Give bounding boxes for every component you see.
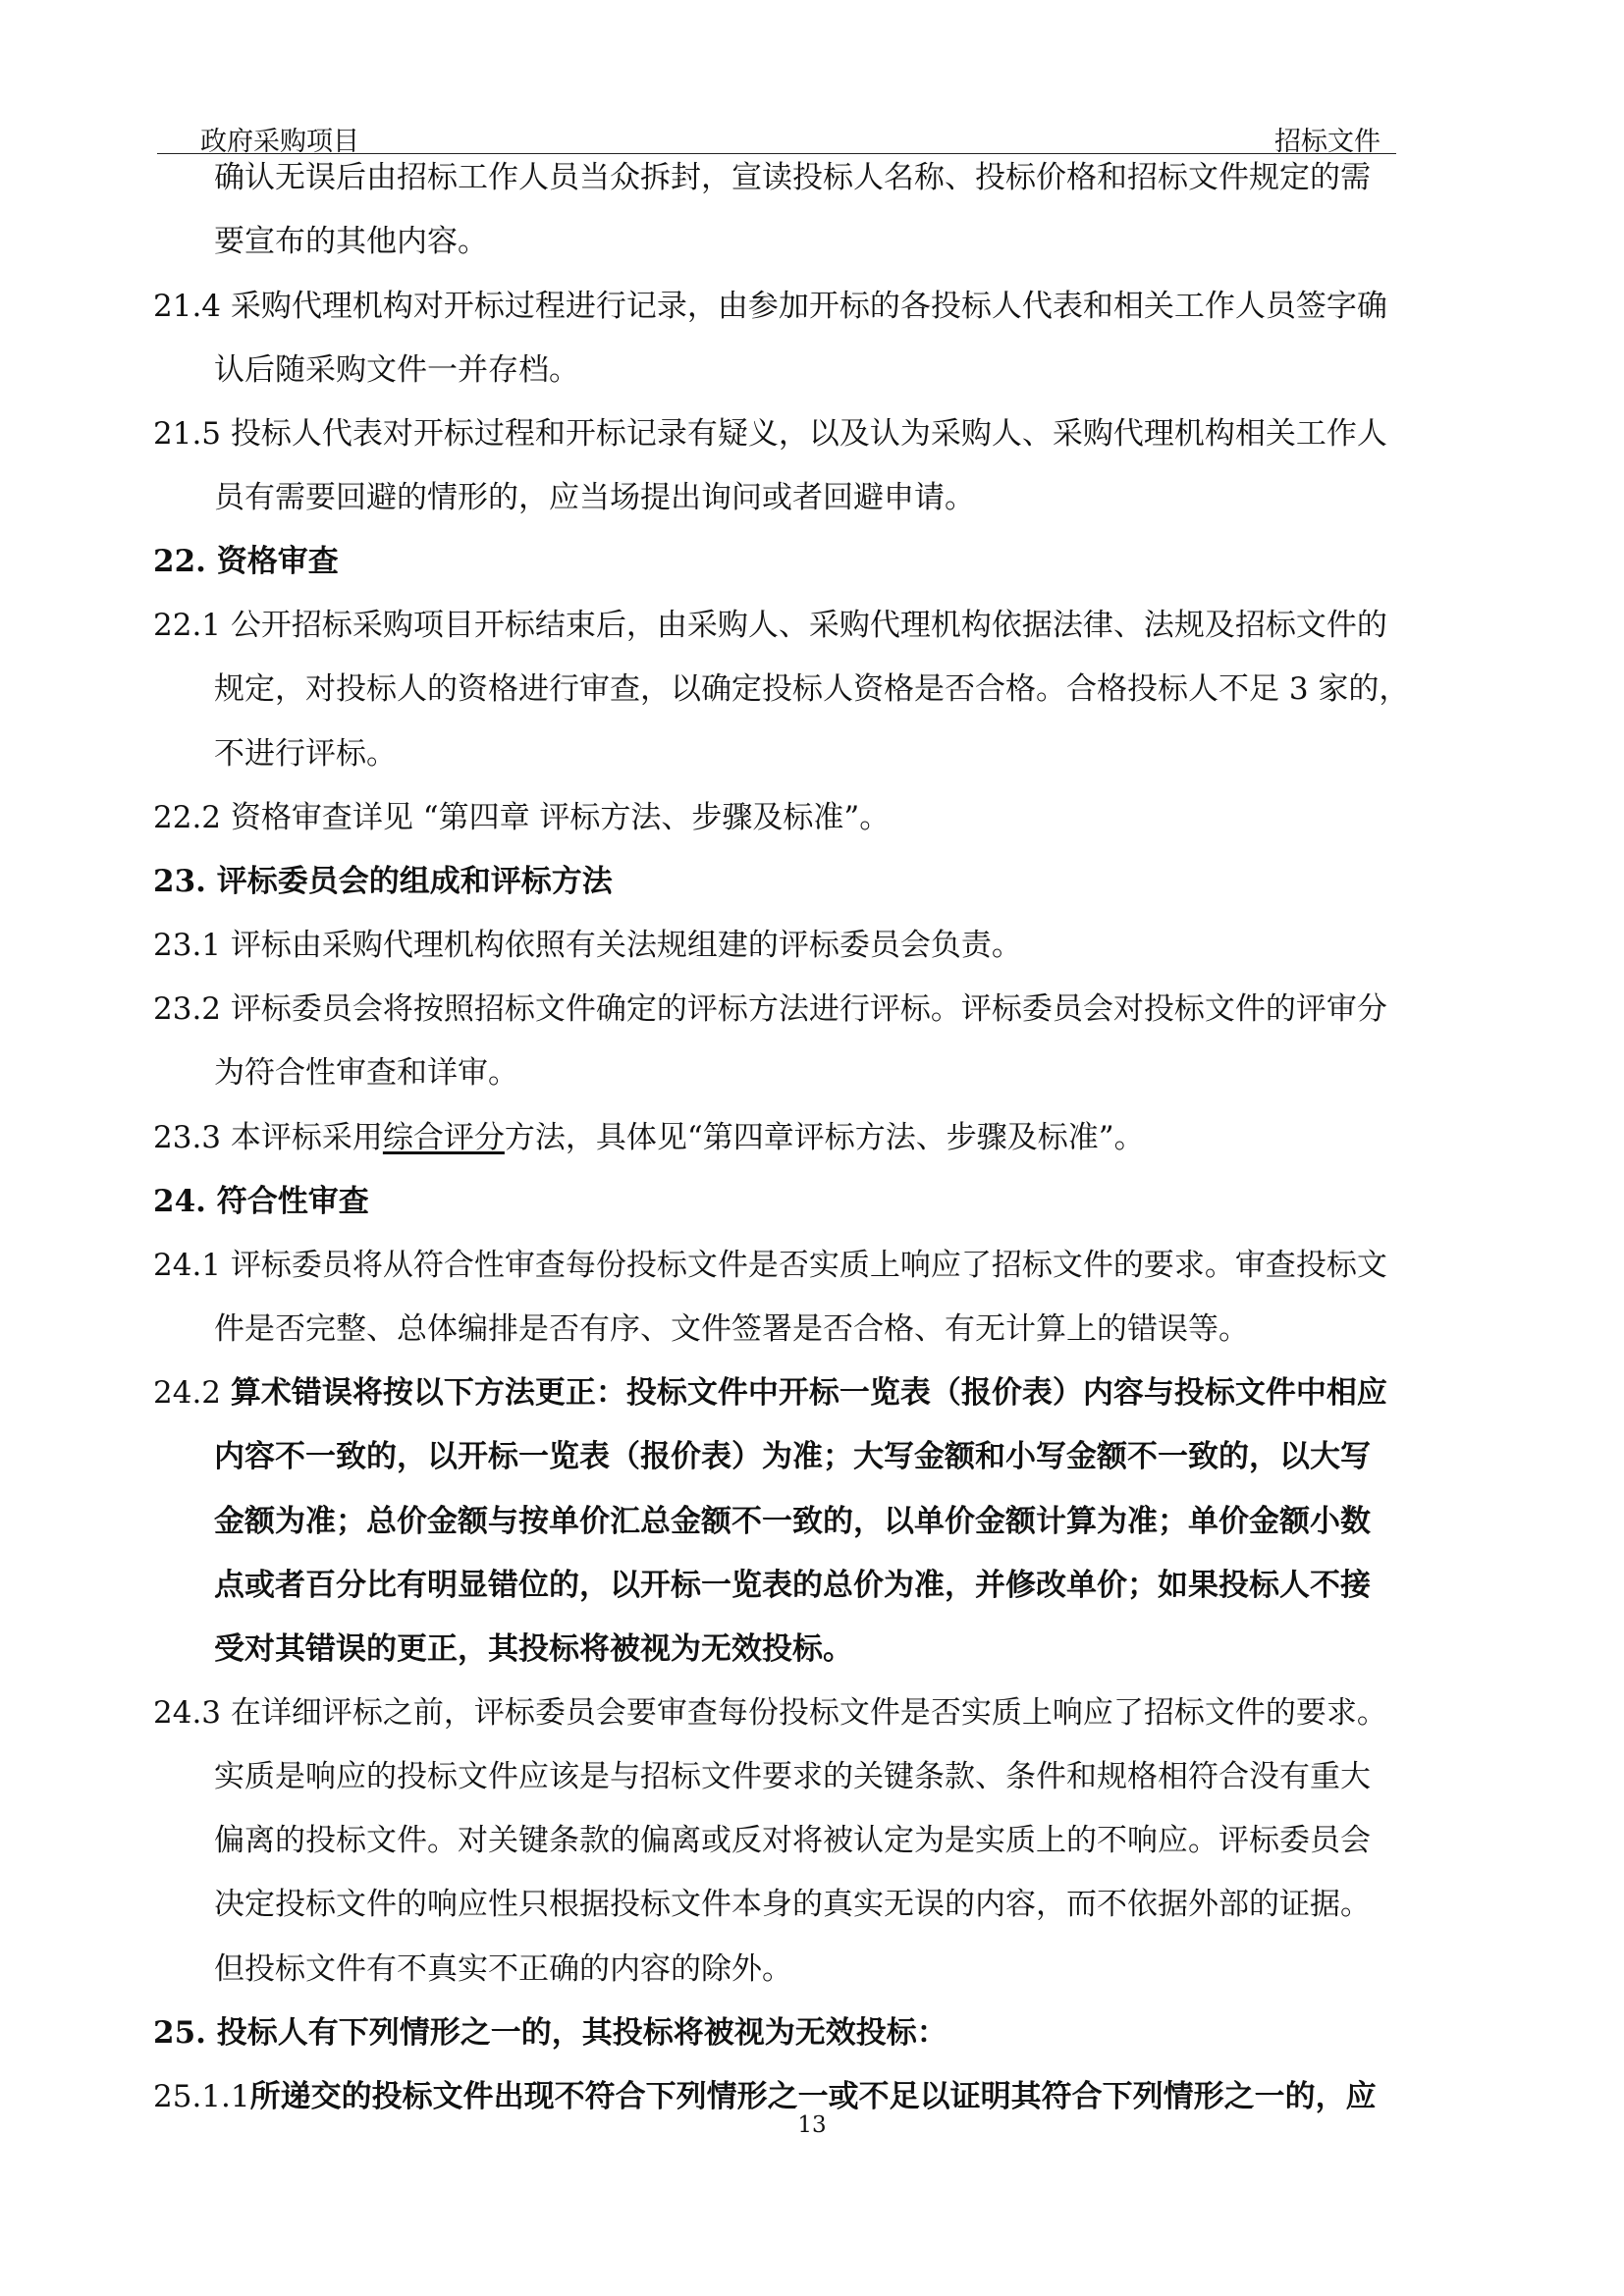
paragraph-line: 确认无误后由招标工作人员当众拆封，宣读投标人名称、投标价格和招标文件规定的需 — [214, 160, 1371, 195]
clause-24-3: 24.3 在详细评标之前，评标委员会要审查每份投标文件是否实质上响应了招标文件的要求。 — [153, 1695, 1387, 1731]
clause-25-1-1-number: 25.1.1 — [153, 2079, 250, 2114]
clause-24-2-text: 算术错误将按以下方法更正：投标文件中开标一览表（报价表）内容与投标文件中相应 — [230, 1375, 1387, 1411]
paragraph-line: 不进行评标。 — [214, 736, 397, 772]
clause-24-2-number: 24.2 — [153, 1375, 231, 1411]
paragraph-line: 认后随采购文件一并存档。 — [214, 352, 579, 388]
page-number: 13 — [797, 2112, 827, 2138]
clause-21-5: 21.5 投标人代表对开标过程和开标记录有疑义，以及认为采购人、采购代理机构相关工作人 — [153, 416, 1387, 452]
paragraph-line: 金额为准；总价金额与按单价汇总金额不一致的，以单价金额计算为准；单价金额小数 — [214, 1504, 1371, 1539]
paragraph-line: 偏离的投标文件。对关键条款的偏离或反对将被认定为是实质上的不响应。评标委员会 — [214, 1823, 1371, 1858]
clause-21-4: 21.4 采购代理机构对开标过程进行记录，由参加开标的各投标人代表和相关工作人员签字确 — [153, 289, 1387, 324]
section-heading-22: 22. 资格审查 — [153, 544, 339, 579]
clause-25-1-1-text: 所递交的投标文件出现不符合下列情形之一或不足以证明其符合下列情形之一的，应 — [249, 2079, 1377, 2114]
page-header — [157, 114, 1396, 157]
header-document-label: 招标文件 — [1274, 127, 1380, 157]
paragraph-line: 点或者百分比有明显错位的，以开标一览表的总价为准，并修改单价；如果投标人不接 — [214, 1568, 1371, 1603]
paragraph-line: 为符合性审查和详审。 — [214, 1055, 518, 1091]
paragraph-line: 规定，对投标人的资格进行审查，以确定投标人资格是否合格。合格投标人不足 3 家的， — [214, 671, 1410, 707]
section-heading-24: 24. 符合性审查 — [153, 1184, 369, 1219]
clause-22-1: 22.1 公开招标采购项目开标结束后，由采购人、采购代理机构依据法律、法规及招标文件的 — [153, 608, 1387, 643]
clause-23-3-suffix: 方法，具体见“第四章评标方法、步骤及标准”。 — [504, 1120, 1145, 1155]
scoring-method-term: 综合评分 — [382, 1120, 505, 1155]
clause-23-1: 23.1 评标由采购代理机构依照有关法规组建的评标委员会负责。 — [153, 928, 1022, 963]
section-heading-23: 23. 评标委员会的组成和评标方法 — [153, 864, 613, 899]
header-project-label: 政府采购项目 — [200, 127, 359, 157]
paragraph-line: 决定投标文件的响应性只根据投标文件本身的真实无误的内容，而不依据外部的证据。 — [214, 1887, 1371, 1922]
clause-24-1: 24.1 评标委员将从符合性审查每份投标文件是否实质上响应了招标文件的要求。审查投标文 — [153, 1248, 1387, 1283]
paragraph-line: 内容不一致的，以开标一览表（报价表）为准；大写金额和小写金额不一致的，以大写 — [214, 1439, 1371, 1474]
paragraph-line: 要宣布的其他内容。 — [214, 224, 488, 259]
section-heading-25: 25. 投标人有下列情形之一的，其投标将被视为无效投标： — [153, 2015, 947, 2051]
paragraph-line: 件是否完整、总体编排是否有序、文件签署是否合格、有无计算上的错误等。 — [214, 1311, 1249, 1347]
clause-22-2: 22.2 资格审查详见 “第四章 评标方法、步骤及标准”。 — [153, 800, 891, 835]
paragraph-line: 但投标文件有不真实不正确的内容的除外。 — [214, 1951, 792, 1987]
paragraph-line: 受对其错误的更正，其投标将被视为无效投标。 — [214, 1631, 853, 1667]
clause-23-3-prefix: 23.3 本评标采用 — [153, 1120, 383, 1155]
paragraph-line: 实质是响应的投标文件应该是与招标文件要求的关键条款、条件和规格相符合没有重大 — [214, 1759, 1371, 1794]
clause-23-2: 23.2 评标委员会将按照招标文件确定的评标方法进行评标。评标委员会对投标文件的评审分 — [153, 991, 1387, 1027]
clause-23-3 — [153, 1118, 1145, 1157]
clause-25-1-1 — [153, 2077, 1377, 2116]
paragraph-line: 员有需要回避的情形的，应当场提出询问或者回避申请。 — [214, 480, 975, 515]
clause-24-2 — [153, 1373, 1387, 1413]
